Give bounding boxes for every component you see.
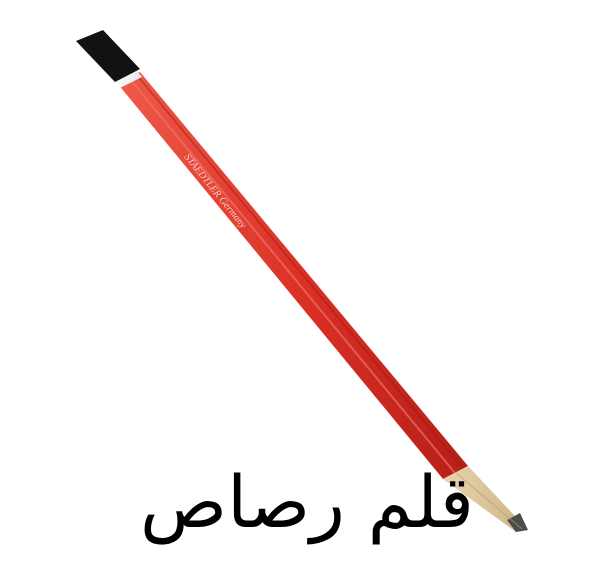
pencil-edge-line [136,74,463,468]
pencil-caption: قلم رصاص [140,460,474,544]
brand-imprint-text: STAEDTLER Germany [181,151,249,231]
pencil-facet-line [129,78,455,473]
